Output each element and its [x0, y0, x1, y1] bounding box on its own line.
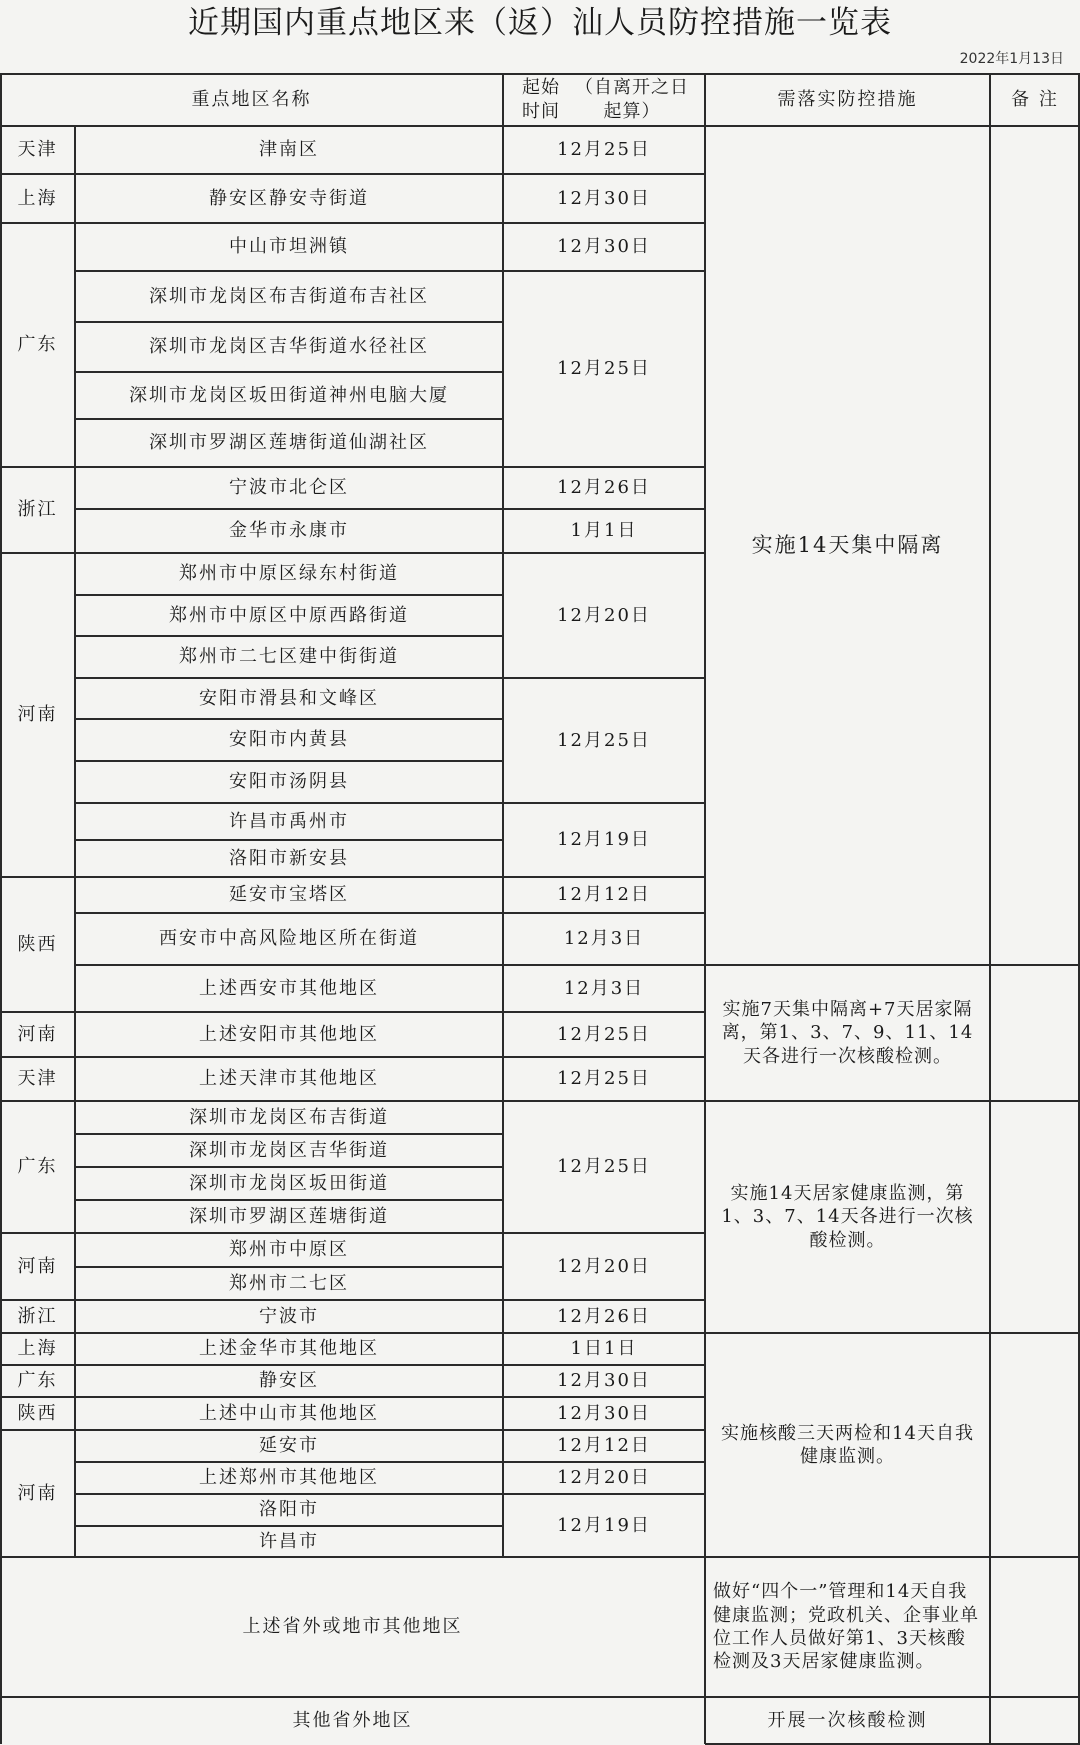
- grid-line: [0, 1696, 1080, 1698]
- grid-line: [0, 1332, 75, 1334]
- grid-line: [503, 876, 705, 878]
- grid-line: [0, 125, 1080, 127]
- grid-line: [75, 1133, 503, 1135]
- province-cell: 广东: [17, 1370, 58, 1392]
- grid-line: [0, 173, 75, 175]
- grid-line: [75, 839, 503, 841]
- area-cell: 宁波市: [259, 1305, 319, 1327]
- date-cell: 12月25日: [557, 1068, 651, 1090]
- area-cell: 郑州市中原区中原西路街道: [169, 604, 409, 626]
- grid-line: [0, 1429, 75, 1431]
- area-cell: 深圳市罗湖区莲塘街道: [189, 1205, 389, 1227]
- area-cell: 上述西安市其他地区: [199, 977, 379, 999]
- date-cell: 12月25日: [557, 139, 651, 161]
- grid-line: [503, 1011, 705, 1013]
- date-cell: 12月19日: [557, 829, 651, 851]
- grid-line: [0, 466, 75, 468]
- grid-line: [75, 466, 503, 468]
- area-cell: 郑州市中原区绿东村街道: [179, 563, 399, 585]
- measure-cell: 实施14天居家健康监测，第1、3、7、14天各进行一次核酸检测。: [721, 1182, 974, 1251]
- header-start-time-line1: 起始时间: [522, 77, 560, 122]
- grid-line: [75, 1364, 503, 1366]
- area-cell: 上述郑州市其他地区: [199, 1467, 379, 1489]
- grid-line: [75, 1056, 503, 1058]
- page-title: 近期国内重点地区来（返）汕人员防控措施一览表: [188, 5, 892, 41]
- grid-line: [503, 964, 705, 966]
- date-cell: 12月12日: [557, 1435, 651, 1457]
- grid-line: [0, 1299, 75, 1301]
- date-cell: 12月30日: [557, 1370, 651, 1392]
- document-date: 2022年1月13日: [959, 51, 1064, 67]
- grid-line: [75, 635, 503, 637]
- grid-line: [75, 718, 503, 720]
- area-cell: 郑州市二七区: [229, 1272, 349, 1294]
- province-cell: 浙江: [17, 499, 58, 521]
- grid-line: [503, 222, 705, 224]
- grid-line: [75, 1493, 503, 1495]
- grid-line: [503, 912, 705, 914]
- area-cell: 郑州市中原区: [229, 1239, 349, 1261]
- grid-line: [0, 1056, 75, 1058]
- area-cell: 深圳市龙岗区吉华街道: [189, 1139, 389, 1161]
- area-cell: 静安区: [259, 1370, 319, 1392]
- grid-line: [75, 270, 503, 272]
- grid-line: [75, 1429, 503, 1431]
- area-cell: 深圳市龙岗区布吉街道: [189, 1106, 389, 1128]
- area-cell: 安阳市汤阴县: [229, 771, 349, 793]
- date-cell: 12月12日: [557, 884, 651, 906]
- grid-line: [0, 1232, 75, 1234]
- province-cell: 陕西: [17, 933, 58, 955]
- area-cell: 延安市: [259, 1435, 319, 1457]
- grid-line: [503, 270, 705, 272]
- province-cell: 浙江: [17, 1305, 58, 1327]
- date-cell: 12月19日: [557, 1514, 651, 1536]
- grid-line: [75, 1525, 503, 1527]
- province-cell: 河南: [17, 1255, 58, 1277]
- grid-line: [75, 760, 503, 762]
- grid-line: [705, 964, 1080, 966]
- grid-line: [0, 1100, 75, 1102]
- grid-line: [75, 1100, 503, 1102]
- measure-cell: 实施7天集中隔离+7天居家隔离，第1、3、7、9、11、14天各进行一次核酸检测。: [721, 998, 974, 1067]
- date-cell: 12月30日: [557, 187, 651, 209]
- area-cell: 中山市坦洲镇: [229, 236, 349, 258]
- date-cell: 12月30日: [557, 1402, 651, 1424]
- grid-line: [75, 508, 503, 510]
- date-cell: 1月1日: [570, 520, 638, 542]
- area-cell: 洛阳市新安县: [229, 847, 349, 869]
- grid-line: [0, 73, 2, 1744]
- grid-line: [75, 1332, 503, 1334]
- grid-line: [74, 126, 76, 1557]
- grid-line: [0, 1364, 75, 1366]
- date-cell: 12月3日: [563, 977, 645, 999]
- area-cell: 上述天津市其他地区: [199, 1068, 379, 1090]
- grid-line: [75, 1166, 503, 1168]
- date-cell: 12月25日: [557, 729, 651, 751]
- area-cell: 深圳市龙岗区坂田街道: [189, 1172, 389, 1194]
- grid-line: [75, 594, 503, 596]
- grid-line: [0, 1011, 75, 1013]
- date-cell: 12月20日: [557, 1255, 651, 1277]
- province-cell: 广东: [17, 334, 58, 356]
- area-cell: 深圳市龙岗区吉华街道水径社区: [149, 336, 429, 358]
- measure-cell: [705, 126, 990, 965]
- notes-cell: [990, 965, 1080, 1101]
- header-start-time: [503, 73, 705, 126]
- notes-cell: [990, 126, 1080, 965]
- grid-line: [75, 876, 503, 878]
- grid-line: [75, 371, 503, 373]
- grid-line: [503, 802, 705, 804]
- province-cell: 广东: [17, 1156, 58, 1178]
- date-cell: 12月25日: [557, 358, 651, 380]
- grid-line: [503, 1429, 705, 1431]
- province-cell: 上海: [17, 187, 58, 209]
- grid-line: [503, 1232, 705, 1234]
- measure-line: 实施14天: [751, 533, 852, 558]
- grid-line: [0, 876, 75, 878]
- grid-line: [503, 173, 705, 175]
- area-cell: 深圳市罗湖区莲塘街道仙湖社区: [149, 432, 429, 454]
- area-cell: 宁波市北仑区: [229, 477, 349, 499]
- province-cell: 河南: [17, 1482, 58, 1504]
- area-cell: 延安市宝塔区: [229, 884, 349, 906]
- date-cell: 12月20日: [557, 604, 651, 626]
- area-cell: 深圳市龙岗区布吉街道布吉社区: [149, 285, 429, 307]
- grid-line: [75, 677, 503, 679]
- province-cell: 河南: [17, 704, 58, 726]
- grid-line: [502, 73, 504, 1557]
- grid-line: [503, 1100, 705, 1102]
- header-notes: 备 注: [1011, 88, 1059, 110]
- province-cell: 河南: [17, 1023, 58, 1045]
- other-areas-cell: 上述省外或地市其他地区: [242, 1616, 463, 1638]
- province-cell: 上海: [17, 1338, 58, 1360]
- other-provinces-cell: 其他省外地区: [292, 1709, 413, 1731]
- grid-line: [75, 418, 503, 420]
- grid-line: [503, 466, 705, 468]
- area-cell: 西安市中高风险地区所在街道: [159, 928, 419, 950]
- area-cell: 安阳市内黄县: [229, 729, 349, 751]
- grid-line: [0, 1396, 75, 1398]
- area-cell: 洛阳市: [259, 1499, 319, 1521]
- area-cell: 深圳市龙岗区坂田街道神州电脑大厦: [129, 384, 449, 406]
- province-cell: 天津: [17, 139, 58, 161]
- area-cell: 上述金华市其他地区: [199, 1338, 379, 1360]
- measure-cell: 做好“四个一”管理和14天自我健康监测；党政机关、企事业单位工作人员做好第1、3天核酸检测及3天居家健康监测。: [713, 1581, 979, 1673]
- grid-line: [75, 964, 503, 966]
- grid-line: [0, 222, 75, 224]
- date-cell: 12月26日: [557, 477, 651, 499]
- measure-line: 集中隔离: [851, 533, 944, 558]
- date-cell: 12月25日: [557, 1023, 651, 1045]
- date-cell: 1日1日: [570, 1338, 638, 1360]
- area-cell: 津南区: [259, 139, 319, 161]
- area-cell: 上述中山市其他地区: [199, 1402, 379, 1424]
- grid-line: [75, 1232, 503, 1234]
- grid-line: [503, 552, 705, 554]
- grid-line: [0, 73, 1080, 75]
- grid-line: [75, 912, 503, 914]
- grid-line: [503, 1364, 705, 1366]
- grid-line: [75, 1011, 503, 1013]
- grid-line: [75, 222, 503, 224]
- grid-line: [75, 1266, 503, 1268]
- header-measures: 需落实防控措施: [777, 88, 918, 110]
- area-cell: 金华市永康市: [229, 520, 349, 542]
- header-start-time-line2: （自离开之日起算）: [575, 77, 689, 122]
- date-cell: 12月20日: [557, 1467, 651, 1489]
- area-cell: 许昌市禹州市: [229, 810, 349, 832]
- grid-line: [0, 552, 75, 554]
- grid-line: [705, 1332, 1080, 1334]
- grid-line: [989, 73, 991, 1744]
- grid-line: [75, 173, 503, 175]
- measures-table: [0, 73, 1080, 1744]
- grid-line: [503, 1396, 705, 1398]
- area-cell: 静安区静安寺街道: [209, 187, 369, 209]
- date-cell: 12月3日: [563, 928, 645, 950]
- notes-cell: [990, 1697, 1080, 1744]
- notes-cell: [990, 1333, 1080, 1557]
- grid-line: [75, 1199, 503, 1201]
- grid-line: [503, 677, 705, 679]
- date-cell: 12月30日: [557, 236, 651, 258]
- measure-cell: 实施核酸三天两检和14天自我健康监测。: [721, 1422, 974, 1467]
- grid-line: [503, 508, 705, 510]
- grid-line: [75, 1299, 503, 1301]
- notes-cell: [990, 1101, 1080, 1333]
- date-cell: 12月26日: [557, 1305, 651, 1327]
- area-cell: 安阳市滑县和文峰区: [199, 687, 379, 709]
- province-cell: 天津: [17, 1068, 58, 1090]
- header-region: 重点地区名称: [191, 88, 312, 110]
- grid-line: [75, 1396, 503, 1398]
- grid-line: [503, 1056, 705, 1058]
- measure-cell: 开展一次核酸检测: [767, 1709, 928, 1731]
- area-cell: 郑州市二七区建中街街道: [179, 646, 399, 668]
- grid-line: [503, 1332, 705, 1334]
- grid-line: [0, 1556, 1080, 1558]
- grid-line: [75, 802, 503, 804]
- area-cell: 上述安阳市其他地区: [199, 1023, 379, 1045]
- grid-line: [75, 552, 503, 554]
- grid-line: [75, 1461, 503, 1463]
- notes-cell: [990, 1557, 1080, 1697]
- grid-line: [503, 1461, 705, 1463]
- date-cell: 12月25日: [557, 1156, 651, 1178]
- province-cell: 陕西: [17, 1402, 58, 1424]
- grid-line: [75, 321, 503, 323]
- area-cell: 许昌市: [259, 1530, 319, 1552]
- grid-line: [705, 1100, 1080, 1102]
- grid-line: [503, 1493, 705, 1495]
- grid-line: [503, 1299, 705, 1301]
